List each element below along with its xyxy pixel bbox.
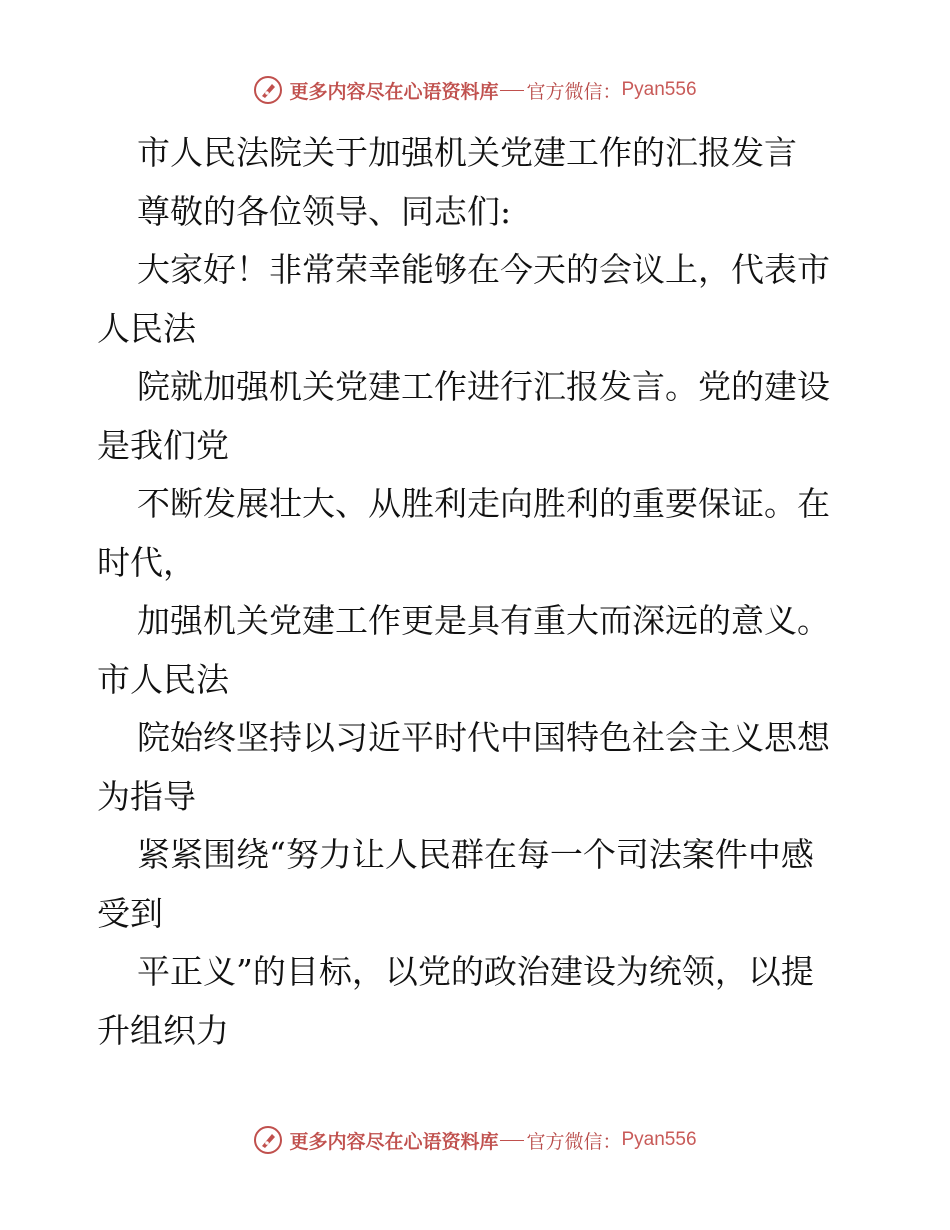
text-line: 平正义”的目标，以党的政治建设为统领，以提 <box>137 952 814 991</box>
text-line: 市人民法 <box>97 659 229 699</box>
wechat-label: 官方微信： <box>526 1130 622 1153</box>
text-line: 院就加强机关党建工作进行汇报发言。党的建设 <box>137 367 830 406</box>
text-line: 院始终坚持以习近平时代中国特色社会主义思想 <box>137 718 830 757</box>
footer-banner <box>0 1120 950 1160</box>
promo-text: 更多内容尽在心语资料库 <box>289 1130 499 1153</box>
wechat-id: Pyan556 <box>621 79 697 100</box>
text-line: 人民法 <box>97 308 196 348</box>
dash-divider <box>500 1140 524 1141</box>
text-line: 紧紧围绕“努力让人民群在每一个司法案件中感 <box>137 835 814 874</box>
text-line: 尊敬的各位领导、同志们: <box>137 191 512 231</box>
dash-divider <box>500 90 524 91</box>
text-line: 加强机关党建工作更是具有重大而深远的意义。 <box>137 601 830 640</box>
text-line: 大家好！非常荣幸能够在今天的会议上，代表市 <box>137 250 830 289</box>
text-line: 不断发展壮大、从胜利走向胜利的重要保证。在 <box>137 484 830 523</box>
text-line: 为指导 <box>97 776 196 816</box>
text-line: 时代， <box>97 542 196 582</box>
text-line: 升组织力 <box>97 1010 229 1050</box>
text-line: 受到 <box>97 893 163 933</box>
wechat-label: 官方微信： <box>526 80 622 103</box>
promo-text: 更多内容尽在心语资料库 <box>289 80 499 103</box>
document-body <box>97 124 857 1060</box>
pen-nib-logo-icon <box>253 75 283 105</box>
wechat-id: Pyan556 <box>621 1129 697 1150</box>
text-line: 市人民法院关于加强机关党建工作的汇报发言 <box>137 133 797 172</box>
text-line: 是我们党 <box>97 425 229 465</box>
header-banner <box>0 70 950 110</box>
pen-nib-logo-icon <box>253 1125 283 1155</box>
